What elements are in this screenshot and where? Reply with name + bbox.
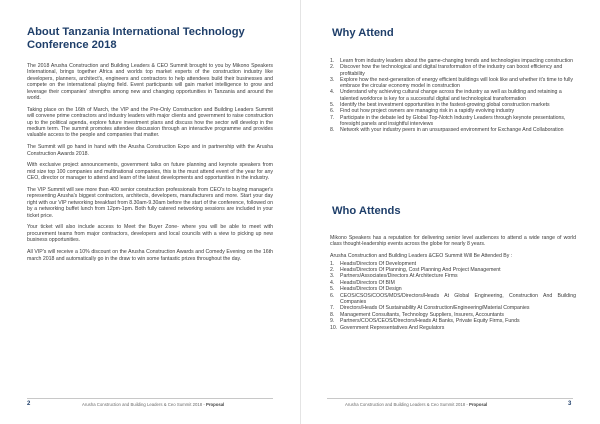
list-item: 1. Heads/Directors Of Development [330, 261, 576, 267]
page-number: 3 [568, 401, 572, 407]
list-item: 2. Heads/Directors Of Planning, Cost Planning And Project Management [330, 267, 576, 273]
why-item-text: Discover how the technological and digital transformation of the industry can boost efficiency and profitability [340, 64, 563, 77]
list-item: 6. CEOS/CSOS/COOS/MDS/Directors/Heads At Global Engineering, Construction And Building Companies [330, 292, 576, 306]
about-paragraph: Your ticket will also include access to Meet the Buyer Zone- where you will be able to meet with procurement teams from major contractors, developers and local councils with a view to picking up new business opportunities. [27, 224, 273, 244]
why-item-text: Understand why achieving cultural change across the industry as well as building and retaining a talented workforce is key for a successful digital and technological transformation [340, 89, 562, 102]
list-item: 4. Heads/Directors Of BIM [330, 280, 576, 286]
list-item: 5. Identify the best investment opportunities in the fastest-growing global construction markets [330, 102, 576, 108]
footer-rule [327, 398, 573, 399]
who-item-text: Partners/COOS/CEOS/Directors/Heads At Banks, Private Equity Firms, Funds [340, 318, 520, 325]
why-item-text: Identify the best investment opportunities in the fastest-growing global construction markets [340, 102, 550, 109]
why-item-text: Learn from industry leaders about the game-changing trends and technologies impacting construction [340, 58, 573, 64]
who-item-text: Directors/Heads Of Sustainability At Construction/Engineering/Material Companies [340, 305, 530, 312]
about-heading: About Tanzania International Technology Conference 2018 [27, 26, 245, 52]
who-item-text: Heads/Directors Of Planning, Cost Planning And Project Management [340, 267, 501, 274]
why-attend-heading: Why Attend [332, 27, 394, 39]
list-item: 4. Understand why achieving cultural change across the industry as well as building and retaining a talented workforce is key for a successful digital and technological transformation [330, 89, 576, 102]
who-attends-heading: Who Attends [332, 205, 401, 217]
list-item: 8. Network with your industry peers in an unsurpassed environment for Exchange And Collaboration [330, 127, 576, 133]
who-item-text: Heads/Directors Of BIM [340, 279, 395, 286]
who-item-text: Partners/Associates/Directors At Architecture Firms [340, 273, 458, 280]
who-attends-list [330, 261, 576, 331]
footer-caption-text: Arusha Construction and Building Leaders & Ceo Summit 2018 - [82, 402, 206, 407]
footer-rule [27, 398, 273, 399]
right-page [300, 0, 600, 424]
why-item-text: Find out how project owners are managing risk in a rapidly evolving industry [340, 108, 515, 115]
who-item-text: Management Consultants, Technology Suppliers, Insurers, Accountants [340, 311, 504, 318]
list-item: 5. Heads/Directors Of Design [330, 286, 576, 292]
left-footer [0, 398, 300, 412]
about-paragraph: The Summit will go hand in hand with the Arusha Construction Expo and in partnership with the Arusha Construction Awards 2018. [27, 144, 273, 157]
who-item-text: CEOS/CSOS/COOS/MDS/Directors/Heads At Global Engineering, Construction And Building Companies [340, 292, 576, 306]
why-attend-list [330, 58, 576, 134]
footer-caption [345, 402, 487, 407]
why-item-text: Explore how the next-generation of energy efficient buildings will look like and whether it's time to fully embrace the circular economy model in construction [340, 76, 574, 90]
who-intro: Mikono Speakers has a reputation for delivering senior level audiences to attend a wide range of world class thought-leadership events across the globe for nearly 8 years. [330, 235, 576, 248]
why-item-text: Participate in the debate led by Global Top-Notch Industry Leaders through keynote presentations, foresight panels and insightful interviews [340, 114, 566, 127]
list-item: 3. Partners/Associates/Directors At Architecture Firms [330, 273, 576, 279]
footer-caption [82, 402, 224, 407]
who-lead: Arusha Construction and Building Leaders &CEO Summit Will Be Attended By : [330, 253, 513, 260]
about-paragraph: The VIP Summit will see more than 400 senior construction professionals from CEO's to buying manager's representing Arusha's biggest contractors, architects, developers, manufacturers and more. Start your day right with our VIP networking breakfast from 8.30am-9.30am before the start of the conference, followed on by a networking buffet lunch from 12pm-1pm. Both fully catered networking sessions are included in your ticket price. [27, 187, 273, 219]
list-item: 9. Partners/COOS/CEOS/Directors/Heads At Banks, Private Equity Firms, Funds [330, 318, 576, 324]
list-item: 10. Government Representatives And Regulators [330, 325, 576, 331]
list-item: 7. Directors/Heads Of Sustainability At Construction/Engineering/Material Companies [330, 305, 576, 311]
who-item-text: Heads/Directors Of Development [340, 260, 417, 267]
who-attends-body [330, 235, 576, 331]
page-number: 2 [27, 401, 31, 407]
list-item: 7. Participate in the debate led by Global Top-Notch Industry Leaders through keynote presentations, foresight panels and insightful interviews [330, 115, 576, 128]
about-paragraph: The 2018 Arusha Construction and Building Leaders & CEO Summit brought to you by Mikono Speakers International, brings together Africa and worlds top market experts of the construction industry like developers, planners, architect's, engineers and contractors to help attendees build their businesses and compete on the international playing field. Event participants will gain market intelligence to grow and leverage their companies' strengths among new and changing opportunities in Tanzania and around the world. [27, 63, 273, 102]
why-item-text: Network with your industry peers in an unsurpassed environment for Exchange And Collaboration [340, 127, 564, 134]
about-paragraph: With exclusive project announcements, government talks on future planning and keynote speakers from mid size top 100 companies and multinational companies, this is the must attend event of the year for any CEO, director or manager to attend and learn of the latest developments and opportunities in the industry. [27, 162, 273, 182]
who-item-text: Government Representatives And Regulators [340, 324, 445, 331]
about-paragraph: All VIP's will receive a 10% discount on the Arusha Construction Awards and Comedy Evening on the 16th march 2018 and automatically go in the draw to win some fantastic prizes throughout the day. [27, 249, 273, 262]
list-item: 8. Management Consultants, Technology Suppliers, Insurers, Accountants [330, 312, 576, 318]
footer-caption-text: Arusha Construction and Building Leaders & Ceo Summit 2018 - [345, 402, 469, 407]
list-item: 1. Learn from industry leaders about the game-changing trends and technologies impacting construction [330, 58, 576, 64]
list-item: 2. Discover how the technological and digital transformation of the industry can boost efficiency and profitability [330, 64, 576, 77]
about-paragraph: Taking place on the 16th of March, the VIP and the Pre-Only Construction and Building Leaders Summit will convene prime contractors and industry leaders with major clients and government to raise construction up to the political agenda, explore future investment plans and discuss how the sector will develop in the medium term. The summit promotes attendee discussion through an interactive programme and provides valuable access to the people and companies that matter. [27, 106, 273, 139]
footer-caption-bold: Proposal [468, 402, 488, 407]
footer-caption-bold: Proposal [205, 402, 225, 407]
list-item: 6. Find out how project owners are managing risk in a rapidly evolving industry [330, 108, 576, 114]
list-item: 3. Explore how the next-generation of energy efficient buildings will look like and whether it's time to fully embrace the circular economy model in construction [330, 77, 576, 90]
who-item-text: Heads/Directors Of Design [340, 286, 402, 293]
about-body [27, 63, 273, 267]
right-footer [300, 398, 600, 412]
